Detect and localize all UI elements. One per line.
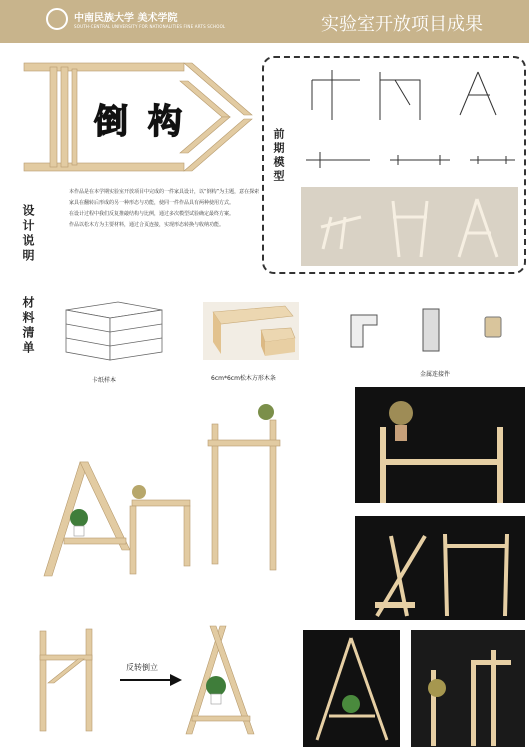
drawing-plan-3 <box>470 156 515 164</box>
drawing-side-view <box>380 72 420 120</box>
product-photo-1 <box>355 387 525 503</box>
material-pine-wood-strip <box>203 302 299 360</box>
corner-bracket-icon <box>351 315 377 347</box>
hero-char-1: 倒 <box>94 102 128 142</box>
material-label-metal: 金属连接件 <box>420 371 451 378</box>
product-photo-4 <box>411 630 525 747</box>
product-render-main <box>34 400 296 580</box>
drawing-a-frame-view <box>460 72 496 115</box>
model-photos <box>301 187 518 266</box>
flip-arrow-icon <box>118 673 184 687</box>
school-name: 中南民族大学 美术学院 <box>74 13 178 24</box>
hero-frame <box>24 63 252 171</box>
design-description-label: 设计说明 <box>21 204 35 264</box>
early-model-label: 前期模型 <box>272 128 285 184</box>
flip-after-render <box>176 620 260 736</box>
material-label-cardboard: 卡纸样本 <box>92 377 117 384</box>
model-line-drawings <box>300 60 522 180</box>
drawing-plan-2 <box>390 155 450 165</box>
product-photo-2 <box>355 516 525 620</box>
material-label-wood: 6cm*6cm松木方形木条 <box>211 375 276 382</box>
school-logo <box>46 8 226 35</box>
page-title: 实验室开放项目成果 <box>321 14 483 35</box>
material-cardboard-sample <box>58 300 168 366</box>
hero-frame-illustration <box>20 55 260 180</box>
plant-decor <box>70 404 274 536</box>
brass-hinge-icon <box>485 317 501 337</box>
hero-char-2: 构 <box>148 102 182 142</box>
description-paragraph: 家具在翻转后形成的另一种形态与功能，使同一件作品具有两种使用方式。 <box>69 200 235 206</box>
drawing-plan-1 <box>306 152 370 168</box>
model-photo-strip <box>301 187 518 266</box>
description-paragraph: 作品以松木方为主要材料，通过合页连接，实现形态转换与收纳功能。 <box>69 222 225 228</box>
description-paragraph: 本作品是在本学期实验室开放项目中完成的一件家具设计，以“倒构”为主题，意在探索 <box>69 189 260 195</box>
model-photo-3 <box>459 199 497 257</box>
school-name-en: SOUTH-CENTRAL UNIVERSITY FOR NATIONALITIES FINE ARTS SCHOOL <box>74 24 226 29</box>
model-photo-1 <box>321 217 361 249</box>
model-photo-2 <box>393 201 427 257</box>
product-photo-3 <box>303 630 400 747</box>
school-emblem-icon <box>46 8 68 30</box>
design-description-text <box>69 187 261 231</box>
drawing-front-view <box>312 70 360 120</box>
description-paragraph: 在设计过程中我们反复推敲结构与比例，通过多次模型试验确定最终方案。 <box>69 211 235 217</box>
flip-label: 反转倒立 <box>126 663 158 672</box>
materials-list-label: 材料清单 <box>21 296 35 356</box>
material-metal-connectors <box>345 305 505 355</box>
page-header <box>0 0 529 43</box>
flip-before-render <box>30 625 100 733</box>
hinge-icon <box>423 309 439 351</box>
